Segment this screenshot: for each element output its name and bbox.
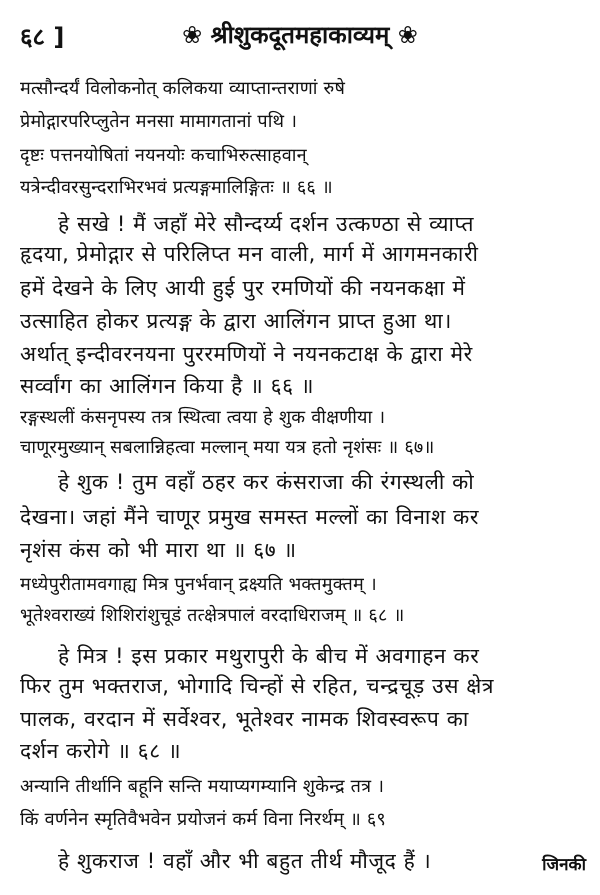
prose-line: सर्व्वांग का आलिंगन किया है ॥ ६६ ॥ (20, 374, 315, 398)
prose-line: अर्थात् इन्दीवरनयना पुररमणियों ने नयनकटाक्ष के द्वारा मेरे (20, 342, 473, 366)
prose-line: दर्शन करोगे ॥ ६८ ॥ (20, 739, 182, 763)
verse-line: किं वर्णनेन स्मृतिवैभवेन प्रयोजनं कर्म विना निरर्थम् ॥ ६९ (20, 809, 386, 830)
prose-line: हृदया, प्रेमोद्गार से परिलिप्त मन वाली, मार्ग में आगमनकारी (20, 242, 479, 266)
verse-line: यत्रेन्दीवरसुन्दराभिरभवं प्रत्यङ्गमालिङ्गितः ॥ ६६ ॥ (20, 177, 333, 198)
prose-line: नृशंस कंस को भी मारा था ॥ ६७ ॥ (20, 538, 297, 562)
page-number: ६८ ] (20, 23, 65, 51)
catchword: जिनकी (542, 855, 586, 875)
prose-line: उत्साहित होकर प्रत्यङ्ग के द्वारा आलिंगन प्राप्त हुआ था। (20, 309, 452, 333)
prose-line: हे शुक ! तुम वहाँ ठहर कर कंसराजा की रंगस्थली को (58, 470, 475, 494)
prose-line: हे शुकराज ! वहाँ और भी बहुत तीर्थ मौजूद हैं । (58, 849, 432, 873)
prose-line: हे सखे ! मैं जहाँ मेरे सौन्दर्य्य दर्शन उत्कण्ठा से व्याप्त (58, 212, 475, 236)
verse-line: प्रेमोद्गारपरिप्लुतेन मनसा मामागतानां पथि । (20, 111, 298, 132)
verse-line: मत्सौन्दर्यं विलोकनोत् कलिकया व्याप्तान्तराणां रुषे (20, 78, 346, 99)
verse-line: भूतेश्वराख्यं शिशिरांशुचूडं तत्क्षेत्रपालं वरदाधिराजम् ॥ ६८ ॥ (20, 605, 405, 626)
prose-line: हे मित्र ! इस प्रकार मथुरापुरी के बीच में अवगाहन कर (58, 644, 480, 668)
page-header (0, 0, 600, 56)
running-title: ❀ श्रीशुकदूतमहाकाव्यम् ❀ (182, 21, 418, 49)
verse-line: अन्यानि तीर्थानि बहूनि सन्ति मयाप्यगम्यानि शुकेन्द्र तत्र । (20, 776, 385, 797)
prose-line: हमें देखने के लिए आयी हुई पुर रमणियों की नयनकक्षा में (20, 276, 466, 300)
verse-line: रङ्गस्थलीं कंसनृपस्य तत्र स्थित्वा त्वया हे शुक वीक्षणीया । (20, 407, 386, 428)
verse-line: दृष्टः पत्तनयोषितां नयनयोः कचाभिरुत्साहवान् (20, 145, 307, 166)
prose-line: पालक, वरदान में सर्वेश्वर, भूतेश्वर नामक शिवस्वरूप का (20, 707, 469, 731)
verse-line: मध्येपुरीतामवगाह्य मित्र पुनर्भवान् द्रक्ष्यति भक्तमुक्तम् । (20, 574, 377, 595)
prose-line: फिर तुम भक्तराज, भोगादि चिन्हों से रहित, चन्द्रचूड़ उस क्षेत्र (20, 674, 495, 698)
verse-line: चाणूरमुख्यान् सबलान्निहत्वा मल्लान् मया यत्र हतो नृशंसः ॥ ६७॥ (20, 437, 435, 458)
prose-line: देखना। जहां मैंने चाणूर प्रमुख समस्त मल्लों का विनाश कर (20, 505, 480, 529)
